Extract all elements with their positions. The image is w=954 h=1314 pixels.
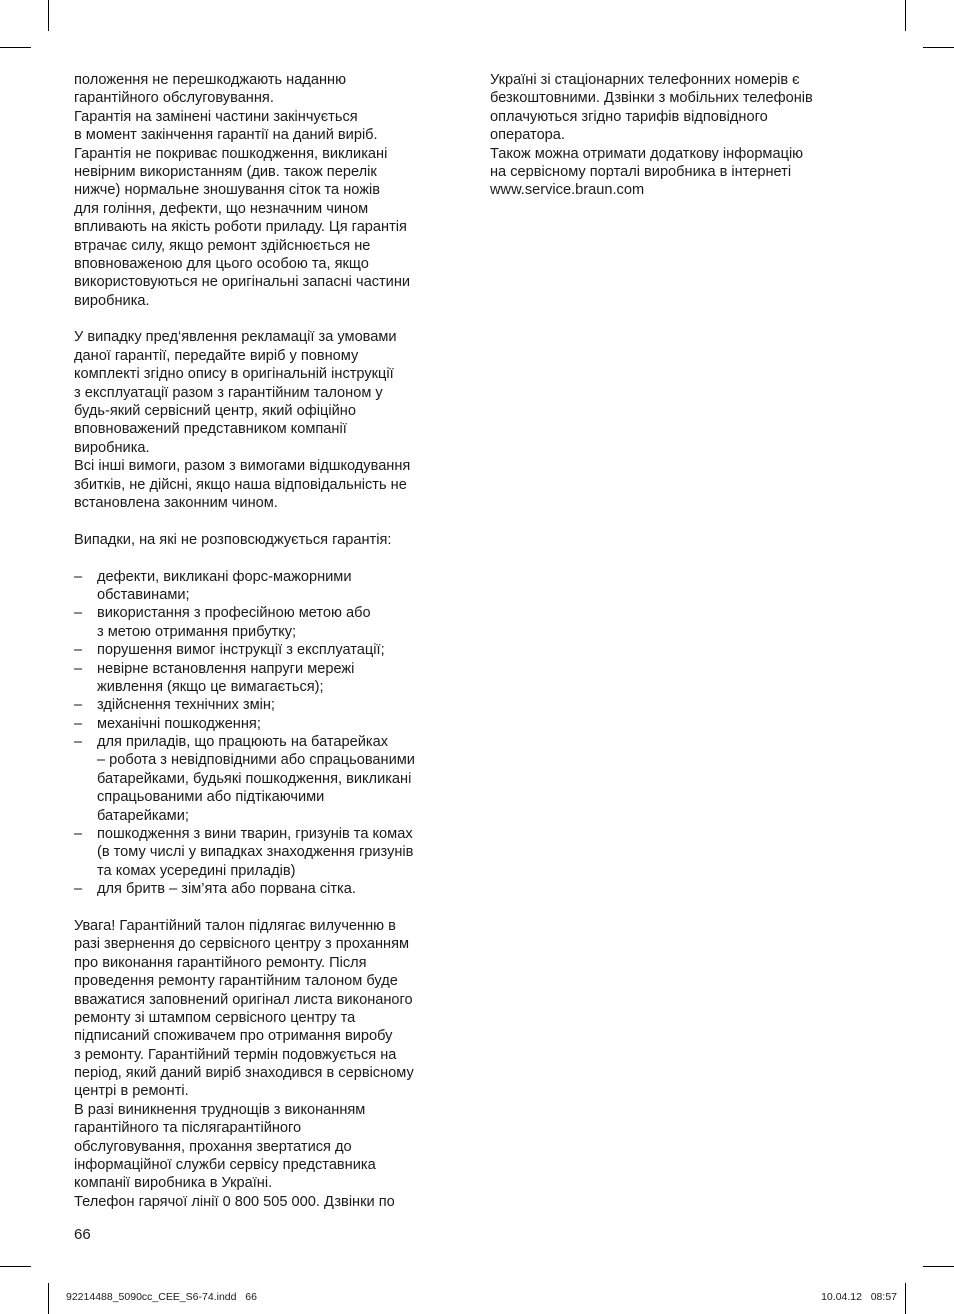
list-item-line: спрацьованими або підтікаючими [97,789,325,806]
list-item-line: з метою отримання прибутку; [97,623,297,640]
list-item-line: живлення (якщо це вимагається); [97,678,324,695]
text-line: Гарантія не покриває пошкодження, викликані [74,145,388,162]
text-line: використовуються не оригінальні запасні частини [74,274,411,291]
slug-date: 10.04.12 08:57 [821,1291,897,1303]
crop-mark-bottom-right-vertical [905,1283,906,1314]
text-line: Випадки, на які не розповсюджується гарантія: [74,531,392,548]
text-line: встановлена законним чином. [74,494,278,511]
exclusions-intro [74,531,470,549]
list-dash: – [74,605,83,622]
list-item-line: механічні пошкодження; [97,715,261,732]
text-line: нижче) нормальне зношування сіток та ножів [74,182,380,199]
text-line: впливають на якість роботи приладу. Ця гарантія [74,219,407,236]
list-dash: – [74,660,83,677]
slug-filename: 92214488_5090cc_CEE_S6-74.indd 66 [66,1291,257,1303]
list-dash: – [74,734,83,751]
text-line: вповноваженою для цього особою та, якщо [74,255,369,272]
list-item-line: та комах усередині приладів) [97,862,296,879]
text-line: компанії виробника в Україні. [74,1175,273,1192]
list-item [74,880,470,898]
text-line: інформаційної служби сервісу представника [74,1157,376,1174]
text-line: У випадку пред‘явлення рекламації за умовами [74,329,397,346]
text-line: оператора. [490,127,565,144]
list-item-line: невірне встановлення напруги мережі [97,660,355,677]
list-item [74,568,470,605]
text-line: виробника. [74,292,150,309]
exclusions-list [74,568,470,899]
list-item-line: – робота з невідповідними або спрацьованими [97,752,415,769]
text-line: центрі в ремонті. [74,1083,189,1100]
page-number: 66 [74,1226,91,1243]
claim-paragraph [74,328,470,512]
list-item-line: порушення вимог інструкції з експлуатації; [97,642,385,659]
crop-mark-bottom-left-horizontal [0,1266,31,1267]
hotline-paragraph [490,71,880,200]
list-item [74,604,470,641]
list-item-line: обставинами; [97,586,190,603]
list-dash: – [74,881,83,898]
text-line: Україні зі стаціонарних телефонних номерів є [490,72,800,88]
list-dash: – [74,826,83,843]
text-line: з експлуатації разом з гарантійним талоном у [74,384,383,401]
list-item [74,733,470,825]
text-line: вповноважений представником компанії [74,421,347,438]
text-line: разі звернення до сервісного центру з проханням [74,936,410,953]
text-line: в момент закінчення гарантії на даний виріб. [74,127,378,144]
list-item-line: пошкодження з вини тварин, гризунів та комах [97,826,413,843]
list-item [74,825,470,880]
list-dash: – [74,568,83,585]
list-item-line: батарейками; [97,807,189,824]
list-item-line: батарейками, будьякі пошкодження, викликані [97,770,412,787]
list-dash: – [74,642,83,659]
paragraph-gap [74,899,470,917]
list-dash: – [74,715,83,732]
text-line: www.service.braun.com [490,182,645,199]
text-line: Увага! Гарантійний талон підлягає вилученню в [74,917,396,934]
warranty-paragraph-1 [74,71,470,310]
text-line: Всі інші вимоги, разом з вимогами відшкодування [74,458,411,475]
crop-mark-top-right-horizontal [923,47,954,48]
text-line: оплачуються згідно тарифів відповідного [490,108,768,125]
text-line: гарантійного обслуговування. [74,90,274,107]
right-column [490,71,880,200]
text-line: підписаний споживачем про отримання виробу [74,1028,393,1045]
list-item [74,715,470,733]
text-line: вважатися заповнений оригінал листа виконаного [74,991,413,1008]
list-item [74,641,470,659]
list-dash: – [74,697,83,714]
text-line: період, який даний виріб знаходився в сервісному [74,1065,414,1082]
list-item [74,696,470,714]
text-line: обслуговування, прохання звертатися до [74,1138,352,1155]
text-line: даної гарантії, передайте виріб у повному [74,347,359,364]
text-line: збитків, не дійсні, якщо наша відповідальність не [74,476,407,493]
list-item-line: (в тому числі у випадках знаходження гризунів [97,844,414,861]
crop-mark-top-left-horizontal [0,47,31,48]
text-line: проведення ремонту гарантійним талоном буде [74,973,398,990]
text-line: В разі виникнення труднощів з виконанням [74,1101,366,1118]
list-item [74,660,470,697]
text-line: положення не перешкоджають наданню [74,72,347,88]
list-item-line: використання з професійною метою або [97,605,371,622]
list-item-line: здійснення технічних змін; [97,697,275,714]
text-line: невірним використанням (див. також перелік [74,163,377,180]
paragraph-gap [74,512,470,530]
list-item-line: дефекти, викликані форс-мажорними [97,568,352,585]
text-line: ремонту зі штампом сервісного центру та [74,1009,356,1026]
crop-mark-top-left-vertical [48,0,49,31]
text-line: втрачає силу, якщо ремонт здійснюється не [74,237,371,254]
text-line: виробника. [74,439,150,456]
list-item-line: для приладів, що працюють на батарейках [97,734,389,751]
paragraph-gap [74,310,470,328]
crop-mark-bottom-left-vertical [48,1283,49,1314]
text-line: Гарантія на замінені частини закінчується [74,108,358,125]
text-line: будь-який сервісний центр, який офіційно [74,403,356,420]
paragraph-gap [74,549,470,567]
text-line: комплекті згідно опису в оригінальній інструкції [74,366,394,383]
text-line: для гоління, дефекти, що незначним чином [74,200,369,217]
text-line: безкоштовними. Дзвінки з мобільних телефонів [490,90,813,107]
crop-mark-bottom-right-horizontal [923,1266,954,1267]
text-line: гарантійного та післягарантійного [74,1120,302,1137]
text-line: на сервісному порталі виробника в інтернеті [490,163,792,180]
text-line: Телефон гарячої лінії 0 800 505 000. Дзвінки по [74,1193,395,1210]
attention-paragraph [74,917,470,1211]
list-item-line: для бритв – зім’ята або порвана сітка. [97,881,356,898]
text-line: про виконання гарантійного ремонту. Після [74,954,367,971]
text-line: Також можна отримати додаткову інформацію [490,145,804,162]
left-column [74,71,470,1211]
crop-mark-top-right-vertical [905,0,906,31]
text-line: з ремонту. Гарантійний термін подовжується на [74,1046,397,1063]
